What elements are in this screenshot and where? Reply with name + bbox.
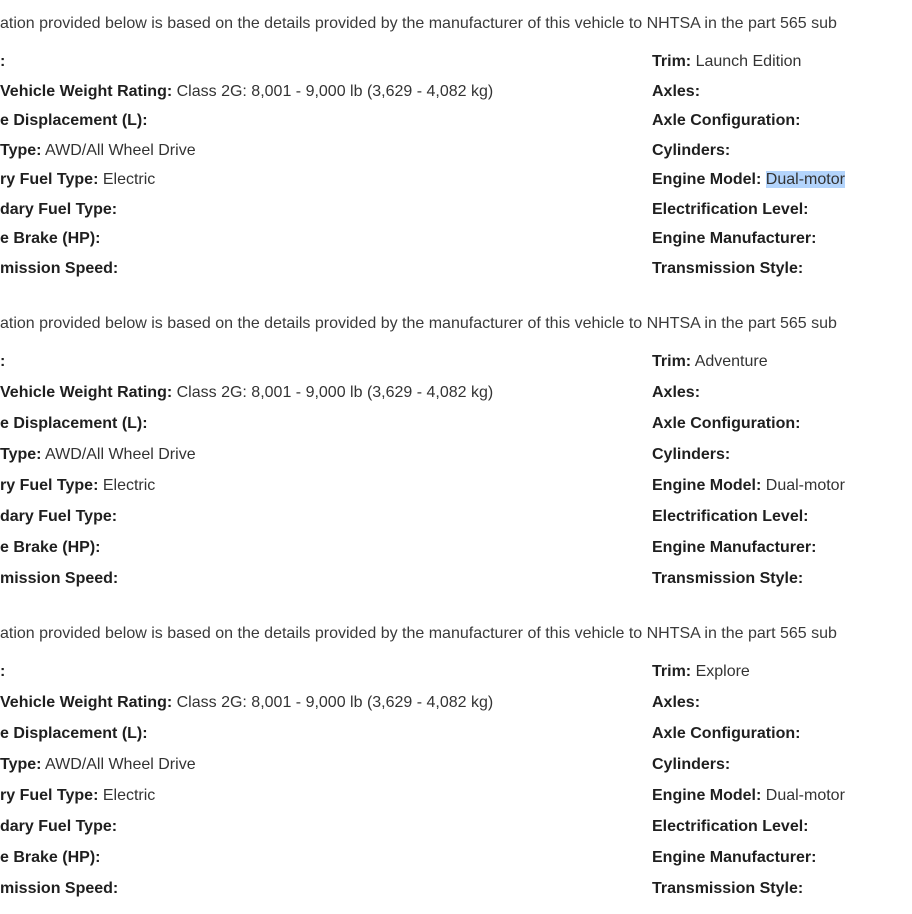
field-label: Axle Configuration:	[652, 112, 801, 129]
field-label: :	[0, 53, 6, 70]
field-label: :	[0, 353, 6, 370]
spec-field-right	[652, 848, 816, 868]
field-value: Electric	[98, 171, 156, 188]
spec-field-left	[0, 170, 155, 190]
field-label: Electrification Level:	[652, 818, 809, 835]
field-label: Type:	[0, 446, 42, 463]
field-label: mission Speed:	[0, 880, 119, 897]
spec-field-left	[0, 569, 118, 589]
field-label: e Displacement (L):	[0, 415, 148, 432]
spec-field-right	[652, 724, 800, 744]
field-label: Axle Configuration:	[652, 725, 801, 742]
field-label: Engine Model:	[652, 477, 762, 494]
field-value: Launch Edition	[691, 53, 802, 70]
spec-field-right	[652, 82, 700, 102]
field-label: ry Fuel Type:	[0, 787, 99, 804]
field-label: mission Speed:	[0, 259, 119, 277]
spec-field-left	[0, 476, 155, 496]
spec-field-left	[0, 445, 196, 465]
field-label: e Brake (HP):	[0, 539, 101, 556]
field-label: Type:	[0, 756, 42, 773]
spec-field-right	[652, 141, 730, 161]
section-intro-text: ation provided below is based on the details provided by the manufacturer of this vehicle to NHTSA in the part 565 sub	[0, 625, 837, 642]
field-label: e Brake (HP):	[0, 230, 101, 247]
field-label: Type:	[0, 141, 42, 159]
field-value: Class 2G: 8,001 - 9,000 lb (3,629 - 4,082 kg)	[172, 384, 494, 401]
spec-field-right	[652, 693, 700, 713]
spec-field-left	[0, 200, 117, 220]
field-label: dary Fuel Type:	[0, 818, 118, 835]
field-label: Trim:	[652, 353, 692, 370]
field-value: Class 2G: 8,001 - 9,000 lb (3,629 - 4,082 kg)	[172, 694, 494, 711]
spec-field-right	[652, 229, 816, 249]
spec-field-left	[0, 141, 196, 161]
spec-field-right	[652, 569, 803, 589]
field-label: dary Fuel Type:	[0, 508, 118, 525]
field-label: :	[0, 663, 6, 680]
spec-field-left	[0, 662, 5, 682]
field-label: Trim:	[652, 663, 692, 680]
spec-field-left	[0, 724, 148, 744]
spec-section	[0, 314, 912, 604]
field-label: ry Fuel Type:	[0, 477, 99, 494]
field-label: Trim:	[652, 53, 692, 70]
field-value: Dual-motor	[761, 787, 845, 804]
field-label: Engine Model:	[652, 171, 762, 188]
field-value: AWD/All Wheel Drive	[41, 446, 196, 463]
spec-field-right	[652, 817, 809, 837]
spec-field-right	[652, 507, 809, 527]
spec-field-left	[0, 82, 493, 102]
section-intro-text: ation provided below is based on the details provided by the manufacturer of this vehicle to NHTSA in the part 565 sub	[0, 315, 837, 332]
spec-section	[0, 624, 912, 914]
spec-field-left	[0, 383, 493, 403]
field-label: Transmission Style:	[652, 259, 804, 277]
spec-field-left	[0, 848, 100, 868]
field-label: Vehicle Weight Rating:	[0, 384, 173, 401]
spec-section	[0, 14, 912, 304]
field-label: Engine Manufacturer:	[652, 849, 817, 866]
spec-field-left	[0, 229, 100, 249]
field-value: Dual-motor	[761, 477, 845, 494]
spec-field-left	[0, 414, 148, 434]
spec-field-right	[652, 383, 700, 403]
spec-field-left	[0, 786, 155, 806]
spec-field-left	[0, 352, 5, 372]
field-label: e Brake (HP):	[0, 849, 101, 866]
spec-field-right	[652, 170, 845, 190]
field-label: Engine Model:	[652, 787, 762, 804]
spec-field-left	[0, 817, 117, 837]
spec-field-right	[652, 352, 768, 372]
field-label: Axle Configuration:	[652, 415, 801, 432]
field-value: Adventure	[691, 353, 768, 370]
field-label: Cylinders:	[652, 756, 731, 773]
spec-field-right	[652, 414, 800, 434]
field-label: Cylinders:	[652, 141, 731, 159]
field-value: Explore	[691, 663, 750, 680]
spec-field-left	[0, 538, 100, 558]
spec-field-right	[652, 445, 730, 465]
spec-field-right	[652, 755, 730, 775]
field-label: Axles:	[652, 384, 701, 401]
spec-field-right	[652, 52, 801, 72]
spec-field-left	[0, 879, 118, 899]
section-intro-text: ation provided below is based on the details provided by the manufacturer of this vehicle to NHTSA in the part 565 sub	[0, 15, 837, 32]
spec-field-right	[652, 259, 803, 279]
spec-field-right	[652, 538, 816, 558]
spec-field-right	[652, 662, 750, 682]
field-label: Axles:	[652, 694, 701, 711]
field-label: Engine Manufacturer:	[652, 539, 817, 556]
field-label: Transmission Style:	[652, 880, 804, 897]
field-label: Axles:	[652, 82, 701, 100]
spec-field-left	[0, 693, 493, 713]
field-label: mission Speed:	[0, 570, 119, 587]
field-label: Electrification Level:	[652, 200, 809, 218]
field-label: e Displacement (L):	[0, 112, 148, 129]
field-label: Electrification Level:	[652, 508, 809, 525]
field-value: AWD/All Wheel Drive	[41, 756, 196, 773]
field-label: e Displacement (L):	[0, 725, 148, 742]
spec-field-left	[0, 111, 148, 131]
spec-field-left	[0, 52, 5, 72]
spec-field-right	[652, 111, 800, 131]
field-value: Class 2G: 8,001 - 9,000 lb (3,629 - 4,082 kg)	[172, 82, 494, 100]
field-label: Cylinders:	[652, 446, 731, 463]
selected-text[interactable]: Dual-motor	[765, 171, 845, 188]
spec-field-left	[0, 259, 118, 279]
field-value: Electric	[98, 477, 156, 494]
field-value: AWD/All Wheel Drive	[41, 141, 196, 159]
field-label: Engine Manufacturer:	[652, 230, 817, 247]
field-label: dary Fuel Type:	[0, 200, 118, 218]
field-label: Transmission Style:	[652, 570, 804, 587]
field-label: ry Fuel Type:	[0, 171, 99, 188]
field-label: Vehicle Weight Rating:	[0, 82, 173, 100]
field-label: Vehicle Weight Rating:	[0, 694, 173, 711]
spec-field-left	[0, 507, 117, 527]
spec-field-right	[652, 476, 845, 496]
spec-field-right	[652, 786, 845, 806]
spec-field-left	[0, 755, 196, 775]
spec-field-right	[652, 200, 809, 220]
field-value: Electric	[98, 787, 156, 804]
spec-field-right	[652, 879, 803, 899]
